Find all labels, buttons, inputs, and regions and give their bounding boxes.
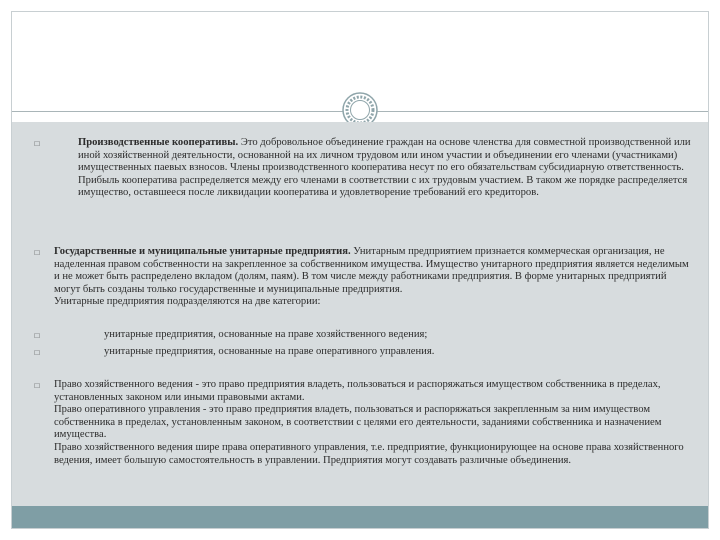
footer-bar xyxy=(12,506,708,528)
right-operational-management-text: Право оперативного управления - это право предприятия владеть, пользоваться и распоряжаться закрепленным за ним имуществом собственника в пределах, установленным законом, в соответствии с целями его деятельности, заданиями собственника и назначением имущества. xyxy=(54,404,662,441)
term-cooperatives: Производственные кооперативы. xyxy=(78,137,239,148)
list-item-operational-management: унитарные предприятия, основанные на праве оперативного управления. xyxy=(104,346,435,357)
hollow-square-bullet-icon: □ xyxy=(34,348,40,357)
hollow-square-bullet-icon: □ xyxy=(34,139,40,148)
hollow-square-bullet-icon: □ xyxy=(34,331,40,340)
categories-intro: Унитарные предприятия подразделяются на две категории: xyxy=(54,296,321,308)
list-item-economic-management: унитарные предприятия, основанные на праве хозяйственного ведения; xyxy=(104,329,428,340)
slide-title-area xyxy=(12,12,708,100)
slide-frame xyxy=(11,11,709,529)
paragraph-rights xyxy=(54,379,694,467)
paragraph-text: Государственные и муниципальные унитарные предприятия. Унитарным предприятием признается коммерческая организация, не наделенная правом собственности на закрепленное за собственником имущества. Имущество унитарного предприятия является неделимым и не может быть распределено вкладом (долям, паям). В том числе между работниками предприятия. В форме унитарных предприятий могут быть созданы только государственные и муниципальные предприятия. xyxy=(54,246,689,295)
hollow-square-bullet-icon: □ xyxy=(34,381,40,390)
right-economic-management-text: Право хозяйственного ведения - это право предприятия владеть, пользоваться и распоряжаться имуществом собственника в пределах, установленных законом или иными правовыми актами. xyxy=(54,379,661,403)
paragraph-unitary-enterprises xyxy=(54,246,694,309)
term-unitary-enterprises: Государственные и муниципальные унитарные предприятия. xyxy=(54,246,351,257)
rights-comparison-text: Право хозяйственного ведения шире права оперативного управления, т.е. предприятие, функционирующее на основе права хозяйственного ведения, имеет большую самостоятельность в управлении. Предприятия могут создавать различные объединения. xyxy=(54,441,684,466)
paragraph-cooperatives xyxy=(54,137,694,200)
slide-content xyxy=(12,122,708,506)
hollow-square-bullet-icon: □ xyxy=(34,248,40,257)
paragraph-text: Производственные кооперативы. Это добровольное объединение граждан на основе членства для совместной производственной или иной хозяйственной деятельности, основанной на их личном трудовом или ином участии и объединении его членами (участниками) имущественных паевых взносов. Члены производственного кооператива несут по его обязательствам субсидиарную ответственность. Прибыль кооператива распределяется между его членами в соответствии с их трудовым участием. В таком же порядке распределяется имущество, оставшееся после ликвидации кооператива и удовлетворение требований его кредиторов. xyxy=(78,137,691,199)
